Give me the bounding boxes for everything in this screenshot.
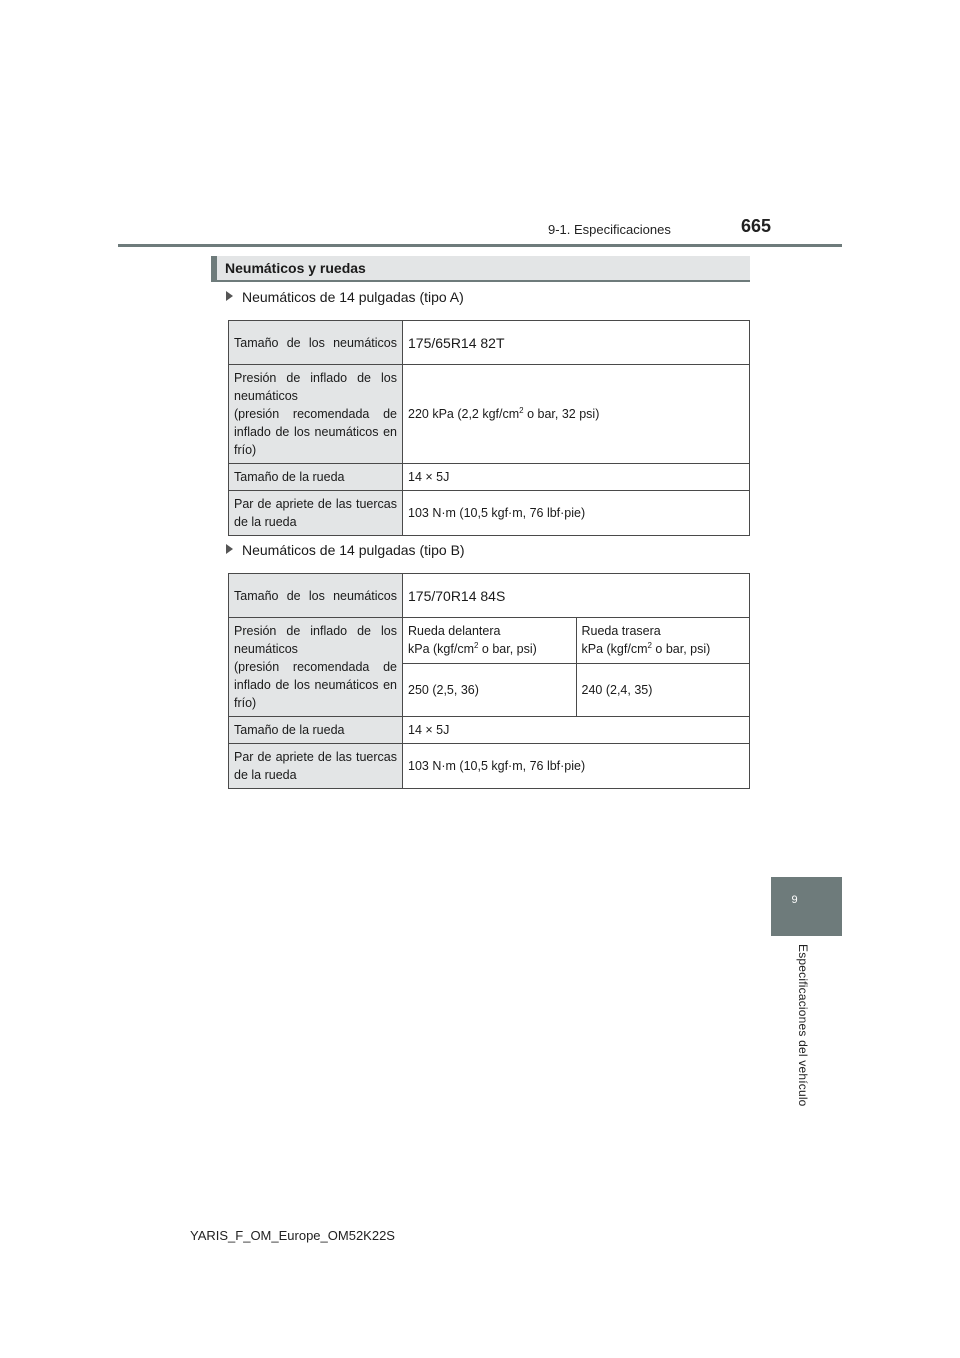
page-number: 665 [741,216,772,236]
pressure-label-note: (presión recomendada de inflado de los neumáticos en frío) [234,407,397,457]
pressure-value-text-end: o bar, 32 psi) [523,407,600,421]
type-a-heading-text: Neumáticos de 14 pulgadas (tipo A) [242,289,464,305]
document-code: YARIS_F_OM_Europe_OM52K22S [190,1228,395,1243]
type-a-heading [226,289,464,305]
table-row [229,574,750,618]
unit-text: kPa (kgf/cm [408,642,474,657]
unit-sup: 2 [474,641,479,651]
front-pressure-value: 250 (2,5, 36) [403,663,577,716]
type-b-heading-text: Neumáticos de 14 pulgadas (tipo B) [242,542,465,558]
section-title-bar [211,256,217,282]
table-row [229,365,750,464]
pressure-label [229,365,403,464]
torque-label: Par de apriete de las tuercas de la rueda [229,491,403,536]
rear-wheel-header [576,618,750,664]
wheel-size-value: 14 × 5J [403,464,750,491]
tire-size-label: Tamaño de los neumáticos [229,574,403,618]
pressure-label-note: (presión recomendada de inflado de los neumáticos en frío) [234,660,397,710]
pressure-label-line: Presión de inflado de los neumáticos [234,624,397,656]
wheel-size-label: Tamaño de la rueda [229,464,403,491]
type-b-heading [226,542,465,558]
section-title [211,256,750,282]
chapter-tab [771,877,842,936]
unit-text-end: o bar, psi) [651,642,711,657]
unit-sup: 2 [647,641,652,651]
rear-wheel-header-text: Rueda trasera [581,624,661,639]
header-section-title: 9-1. Especificaciones [548,222,671,237]
table-row [229,717,750,744]
triangle-bullet-icon [226,291,233,301]
tire-size-label: Tamaño de los neumáticos [229,321,403,365]
type-a-table [228,320,750,536]
chapter-number: 9 [791,894,798,906]
tire-size-value: 175/70R14 84S [403,574,750,618]
table-row [229,744,750,789]
pressure-value-sup: 2 [519,405,524,415]
unit-text: kPa (kgf/cm [581,642,648,657]
torque-value: 103 N·m (10,5 kgf·m, 76 lbf·pie) [403,491,750,536]
type-b-table [228,573,750,789]
pressure-value-text: 220 kPa (2,2 kgf/cm [408,407,520,421]
front-wheel-header-text: Rueda delantera [408,624,501,639]
pressure-label [229,618,403,717]
table-row [229,491,750,536]
header-rule [118,244,842,247]
torque-label: Par de apriete de las tuercas de la rueda [229,744,403,789]
torque-value: 103 N·m (10,5 kgf·m, 76 lbf·pie) [403,744,750,789]
unit-text-end: o bar, psi) [478,642,537,657]
table-row [229,464,750,491]
rear-wheel-unit [582,640,745,658]
wheel-size-label: Tamaño de la rueda [229,717,403,744]
front-wheel-unit [408,640,571,658]
front-wheel-header [403,618,577,664]
table-row [229,321,750,365]
section-title-text: Neumáticos y ruedas [225,260,366,276]
wheel-size-value: 14 × 5J [403,717,750,744]
rear-pressure-value: 240 (2,4, 35) [576,663,750,716]
pressure-label-line: Presión de inflado de los neumáticos [234,371,397,403]
tire-size-value: 175/65R14 82T [403,321,750,365]
table-row [229,618,750,664]
triangle-bullet-icon [226,544,233,554]
pressure-value [403,365,750,464]
chapter-label: Especificaciones del vehículo [796,944,810,1107]
